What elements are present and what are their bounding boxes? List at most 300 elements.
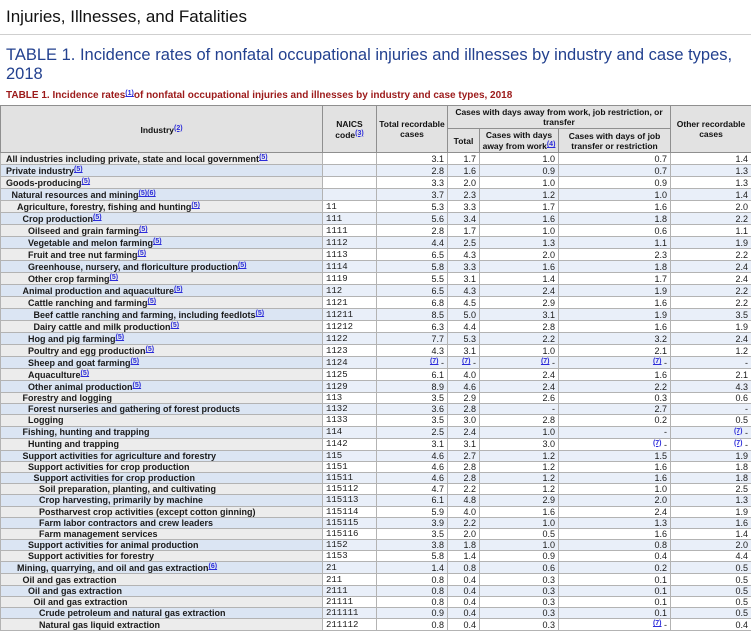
industry-name-cell — [1, 438, 323, 450]
table-caption-prefix: TABLE 1. Incidence rates — [6, 90, 125, 101]
rate-value-cell: 1.0 — [480, 540, 559, 551]
rate-value-cell: 1.3 — [480, 237, 559, 249]
rate-value-cell: 1.7 — [559, 273, 671, 285]
rate-value-cell: 3.2 — [559, 333, 671, 345]
rate-value-cell: 0.4 — [671, 619, 751, 631]
rate-value-cell: 2.5 — [448, 237, 480, 249]
rate-value-cell: 2.4 — [480, 285, 559, 297]
footnote-2-link[interactable]: (2) — [174, 125, 183, 132]
rate-value-cell: 1.4 — [480, 273, 559, 285]
rate-value-cell: 5.6 — [377, 213, 448, 225]
rate-value-cell: 1.6 — [480, 213, 559, 225]
rate-value-cell: 0.3 — [480, 596, 559, 607]
industry-label: All industries including private, state and local government — [6, 154, 259, 164]
table-row — [1, 369, 751, 381]
rate-value-cell: 0.4 — [448, 596, 480, 607]
rate-value-cell: 8.5 — [377, 309, 448, 321]
table-row — [1, 285, 751, 297]
footnote-link[interactable]: (5) — [256, 310, 265, 317]
rate-value-cell: 8.9 — [377, 381, 448, 393]
rate-value-cell: 4.0 — [448, 506, 480, 517]
table-row — [1, 426, 751, 438]
rate-value-cell: 4.6 — [448, 381, 480, 393]
rate-value-cell: 5.3 — [448, 333, 480, 345]
rate-value-cell: 0.4 — [559, 551, 671, 562]
footnote-link[interactable]: (5) — [146, 346, 155, 353]
naics-code-cell: 1121 — [323, 297, 377, 309]
industry-label: Sheep and goat farming — [28, 358, 131, 368]
rate-value-cell: 2.9 — [480, 297, 559, 309]
industry-name-cell — [1, 585, 323, 596]
industry-name-cell — [1, 333, 323, 345]
rate-value-cell: 1.0 — [480, 225, 559, 237]
rate-value-cell: 0.7 — [559, 153, 671, 165]
rate-value-cell: 1.8 — [671, 461, 751, 472]
rate-value-cell: 0.5 — [671, 608, 751, 619]
rate-value-cell: 2.8 — [480, 321, 559, 333]
rate-value-cell: 2.2 — [480, 333, 559, 345]
table-row — [1, 213, 751, 225]
industry-label: Forestry and logging — [23, 393, 113, 403]
industry-label: Oil and gas extraction — [34, 597, 128, 607]
rate-value-cell: 0.8 — [377, 585, 448, 596]
rate-value-cell: 2.0 — [671, 540, 751, 551]
rate-value-cell: 4.3 — [377, 345, 448, 357]
industry-label: Farm labor contractors and crew leaders — [39, 518, 213, 528]
table-row — [1, 404, 751, 415]
rate-value-cell: 4.4 — [448, 321, 480, 333]
rate-value-cell: 4.4 — [377, 237, 448, 249]
rate-value-cell: $^{(7)}$ - — [671, 438, 751, 450]
industry-label: Oilseed and grain farming — [28, 226, 139, 236]
industry-name-cell — [1, 381, 323, 393]
table-row — [1, 540, 751, 551]
naics-code-cell: 211111 — [323, 608, 377, 619]
rate-value-cell: 2.6 — [480, 393, 559, 404]
rate-value-cell: 5.3 — [377, 201, 448, 213]
industry-label: Hunting and trapping — [28, 439, 119, 449]
footnote-link[interactable]: (5) — [238, 262, 247, 269]
industry-name-cell — [1, 551, 323, 562]
naics-code-cell: 1133 — [323, 415, 377, 426]
table-row — [1, 261, 751, 273]
rate-value-cell: 0.8 — [377, 619, 448, 631]
table-row — [1, 225, 751, 237]
table-row — [1, 393, 751, 404]
naics-code-cell: 1114 — [323, 261, 377, 273]
rate-value-cell: 1.8 — [559, 213, 671, 225]
rate-value-cell: 1.0 — [480, 517, 559, 528]
industry-label: Natural resources and mining — [12, 190, 139, 200]
rate-value-cell: 2.2 — [671, 297, 751, 309]
table-row — [1, 472, 751, 483]
naics-code-cell: 115 — [323, 450, 377, 461]
footnote-link[interactable]: (7) — [653, 620, 662, 627]
rate-value-cell: 1.6 — [480, 261, 559, 273]
rate-value-cell: 1.6 — [448, 165, 480, 177]
industry-label: Beef cattle ranching and farming, including feedlots — [34, 310, 256, 320]
rate-value-cell: 0.1 — [559, 608, 671, 619]
industry-name-cell — [1, 596, 323, 607]
naics-code-cell: 1151 — [323, 461, 377, 472]
rate-value-cell: - — [671, 404, 751, 415]
footnote-link[interactable]: (7) — [653, 358, 662, 365]
rate-value-cell: 3.5 — [671, 309, 751, 321]
rate-value-cell: 6.8 — [377, 297, 448, 309]
industry-label: Logging — [28, 415, 64, 425]
table-title: TABLE 1. Incidence rates of nonfatal occupational injuries and illnesses by industry and case types, 2018 — [6, 46, 751, 84]
footnote-link[interactable]: (5) — [110, 274, 119, 281]
naics-code-cell: 1122 — [323, 333, 377, 345]
footnote-link[interactable]: (5) — [171, 322, 180, 329]
rate-value-cell: 1.3 — [671, 495, 751, 506]
industry-name-cell — [1, 273, 323, 285]
table-row — [1, 450, 751, 461]
rate-value-cell: 1.2 — [480, 461, 559, 472]
industry-label: Animal production and aquaculture — [23, 286, 175, 296]
table-row — [1, 309, 751, 321]
rate-value-cell: 1.2 — [480, 472, 559, 483]
footnote-link[interactable]: (7) — [462, 358, 471, 365]
rate-value-cell: 2.1 — [671, 369, 751, 381]
naics-code-cell: 1123 — [323, 345, 377, 357]
rate-value-cell: 0.6 — [559, 225, 671, 237]
footnote-link[interactable]: (7) — [734, 440, 743, 447]
rate-value-cell: 2.0 — [559, 495, 671, 506]
rate-value-cell: 0.4 — [448, 619, 480, 631]
industry-label: Support activities for crop production — [28, 462, 190, 472]
rate-value-cell: 3.5 — [377, 415, 448, 426]
page — [0, 7, 751, 631]
naics-code-cell: 115116 — [323, 528, 377, 539]
table-row — [1, 189, 751, 201]
rate-value-cell: 6.5 — [377, 249, 448, 261]
industry-name-cell — [1, 562, 323, 574]
rate-value-cell: 6.3 — [377, 321, 448, 333]
col-header-days-away: Cases with days away from work$^{(4)}$ — [480, 129, 559, 153]
naics-code-cell: 1142 — [323, 438, 377, 450]
rate-value-cell: 0.1 — [559, 596, 671, 607]
table-row — [1, 357, 751, 369]
table-row — [1, 608, 751, 619]
industry-name-cell — [1, 213, 323, 225]
naics-code-cell: 211112 — [323, 619, 377, 631]
rate-value-cell: 3.9 — [377, 517, 448, 528]
naics-code-cell: 11511 — [323, 472, 377, 483]
rate-value-cell: 0.5 — [671, 562, 751, 574]
rate-value-cell: 1.6 — [559, 369, 671, 381]
table-row — [1, 237, 751, 249]
footnote-link[interactable]: (5) — [148, 298, 157, 305]
rate-value-cell: 0.1 — [559, 574, 671, 585]
industry-label: Other animal production — [28, 382, 133, 392]
rate-value-cell: 1.4 — [448, 551, 480, 562]
rate-value-cell: 3.6 — [377, 404, 448, 415]
rate-value-cell: 4.6 — [377, 472, 448, 483]
footnote-3-link[interactable]: (3) — [355, 130, 364, 137]
rate-value-cell: 6.5 — [377, 285, 448, 297]
rate-value-cell: 6.1 — [377, 369, 448, 381]
rate-value-cell: 0.8 — [377, 596, 448, 607]
naics-code-cell — [323, 153, 377, 165]
industry-label: Support activities for animal production — [28, 540, 199, 550]
col-header-other-recordable: Other recordable cases — [671, 106, 751, 153]
footnote-link[interactable]: (7) — [541, 358, 550, 365]
rate-value-cell: 1.0 — [559, 189, 671, 201]
industry-name-cell — [1, 321, 323, 333]
rate-value-cell: $^{(7)}$ - — [480, 357, 559, 369]
industry-label: Support activities for agriculture and forestry — [23, 451, 217, 461]
rate-value-cell: 0.9 — [377, 608, 448, 619]
col-header-total-recordable: Total recordable cases — [377, 106, 448, 153]
naics-code-cell: 1119 — [323, 273, 377, 285]
table-row — [1, 438, 751, 450]
table-row — [1, 345, 751, 357]
rate-value-cell: 1.6 — [559, 297, 671, 309]
industry-name-cell — [1, 177, 323, 189]
rate-value-cell: $^{(7)}$ - — [448, 357, 480, 369]
rate-value-cell: 1.7 — [480, 201, 559, 213]
footnote-link[interactable]: (7) — [653, 440, 662, 447]
rate-value-cell: 2.4 — [480, 381, 559, 393]
industry-name-cell — [1, 450, 323, 461]
rate-value-cell: 2.5 — [671, 484, 751, 495]
table-row — [1, 596, 751, 607]
footnote-link[interactable]: (5) — [82, 178, 91, 185]
footnote-link[interactable]: (5) — [138, 250, 147, 257]
naics-code-cell: 2111 — [323, 585, 377, 596]
naics-code-cell: 21 — [323, 562, 377, 574]
naics-code-cell: 1125 — [323, 369, 377, 381]
rate-value-cell: 2.0 — [448, 177, 480, 189]
rate-value-cell: 1.3 — [671, 165, 751, 177]
table-body — [1, 153, 751, 631]
rate-value-cell: 0.7 — [559, 165, 671, 177]
table-row — [1, 495, 751, 506]
rate-value-cell: 0.9 — [559, 177, 671, 189]
naics-code-cell: 21111 — [323, 596, 377, 607]
table-row — [1, 165, 751, 177]
rate-value-cell: 1.7 — [448, 153, 480, 165]
rate-value-cell: 1.0 — [480, 345, 559, 357]
rate-value-cell: 1.9 — [671, 450, 751, 461]
industry-name-cell — [1, 297, 323, 309]
industry-name-cell — [1, 345, 323, 357]
rate-value-cell: 1.9 — [671, 237, 751, 249]
rate-value-cell: 1.9 — [559, 309, 671, 321]
footnote-link[interactable]: (5) — [93, 214, 102, 221]
industry-label: Forest nurseries and gathering of forest products — [28, 404, 240, 414]
rate-value-cell: 1.2 — [480, 189, 559, 201]
table-row — [1, 249, 751, 261]
industry-label: Oil and gas extraction — [28, 586, 122, 596]
rate-value-cell: 3.1 — [448, 273, 480, 285]
rate-value-cell: 3.1 — [480, 309, 559, 321]
rate-value-cell: 0.2 — [559, 562, 671, 574]
footnote-link[interactable]: (5) — [139, 190, 148, 197]
rate-value-cell: 0.5 — [671, 596, 751, 607]
rate-value-cell: 3.3 — [377, 177, 448, 189]
footnote-link[interactable]: (5) — [259, 154, 268, 161]
rate-value-cell: 0.9 — [480, 551, 559, 562]
divider — [0, 34, 751, 35]
rate-value-cell: 1.2 — [480, 450, 559, 461]
footnote-4-link[interactable]: (4) — [547, 141, 556, 148]
rate-value-cell: 3.7 — [377, 189, 448, 201]
rate-value-cell: 1.6 — [559, 528, 671, 539]
col-header-naics-code: NAICS code$^{(3)}$ — [323, 106, 377, 153]
rate-value-cell: 1.8 — [448, 540, 480, 551]
rate-value-cell: 3.1 — [448, 345, 480, 357]
rate-value-cell: 0.6 — [671, 393, 751, 404]
rate-value-cell: $^{(7)}$ - — [559, 619, 671, 631]
naics-code-cell: 11211 — [323, 309, 377, 321]
rate-value-cell: 0.8 — [559, 540, 671, 551]
rate-value-cell: 0.5 — [671, 415, 751, 426]
rate-value-cell: 1.1 — [559, 237, 671, 249]
rate-value-cell: 2.0 — [671, 201, 751, 213]
rate-value-cell: 1.1 — [671, 225, 751, 237]
naics-code-cell: 115114 — [323, 506, 377, 517]
table-header — [1, 106, 751, 153]
footnote-link[interactable]: (5) — [131, 358, 140, 365]
rate-value-cell: 0.2 — [559, 415, 671, 426]
rate-value-cell: 4.3 — [448, 285, 480, 297]
table-row — [1, 201, 751, 213]
rate-value-cell: 2.2 — [671, 213, 751, 225]
rate-value-cell: 1.0 — [480, 153, 559, 165]
rate-value-cell: 2.2 — [671, 249, 751, 261]
footnote-link[interactable]: (5) — [174, 286, 183, 293]
footnote-link[interactable]: (5) — [133, 382, 142, 389]
table-row — [1, 461, 751, 472]
naics-code-cell: 115115 — [323, 517, 377, 528]
rate-value-cell: - — [480, 404, 559, 415]
footnote-link[interactable]: (5) — [81, 370, 90, 377]
table-row — [1, 574, 751, 585]
rate-value-cell: 1.6 — [559, 472, 671, 483]
rate-value-cell: $^{(7)}$ - — [559, 357, 671, 369]
rate-value-cell: 1.0 — [480, 426, 559, 438]
rate-value-cell: 3.1 — [377, 153, 448, 165]
rate-value-cell: 4.8 — [448, 495, 480, 506]
rate-value-cell: 2.3 — [448, 189, 480, 201]
table-row — [1, 517, 751, 528]
rate-value-cell: 2.8 — [377, 225, 448, 237]
industry-name-cell — [1, 528, 323, 539]
naics-code-cell: 211 — [323, 574, 377, 585]
naics-code-cell: 1124 — [323, 357, 377, 369]
footnote-link[interactable]: (6) — [147, 190, 156, 197]
rate-value-cell: 5.9 — [377, 506, 448, 517]
rate-value-cell: 2.4 — [559, 506, 671, 517]
rate-value-cell: 3.8 — [377, 540, 448, 551]
rate-value-cell: 2.4 — [480, 369, 559, 381]
rate-value-cell: 2.4 — [671, 333, 751, 345]
rate-value-cell: 0.3 — [480, 608, 559, 619]
industry-name-cell — [1, 309, 323, 321]
naics-code-cell: 11212 — [323, 321, 377, 333]
footnote-link[interactable]: (5) — [153, 238, 162, 245]
table-caption-suffix: of nonfatal occupational injuries and illnesses by industry and case types, 2018 — [134, 90, 512, 101]
rate-value-cell: 2.2 — [559, 381, 671, 393]
rate-value-cell: 0.4 — [448, 585, 480, 596]
industry-label: Fruit and tree nut farming — [28, 250, 138, 260]
industry-name-cell — [1, 225, 323, 237]
rate-value-cell: 7.7 — [377, 333, 448, 345]
rate-value-cell: 3.1 — [448, 438, 480, 450]
table-row — [1, 506, 751, 517]
rate-value-cell: 5.8 — [377, 261, 448, 273]
footnote-link[interactable]: (5) — [116, 334, 125, 341]
naics-code-cell: 113 — [323, 393, 377, 404]
rate-value-cell: 1.5 — [559, 450, 671, 461]
industry-name-cell — [1, 153, 323, 165]
industry-name-cell — [1, 369, 323, 381]
industry-name-cell — [1, 540, 323, 551]
industry-label: Soil preparation, planting, and cultivating — [39, 484, 216, 494]
industry-name-cell — [1, 201, 323, 213]
industry-name-cell — [1, 404, 323, 415]
footnote-link[interactable]: (7) — [430, 358, 439, 365]
footnote-link[interactable]: (5) — [191, 202, 200, 209]
footnote-link[interactable]: (7) — [734, 428, 743, 435]
industry-label: Agriculture, forestry, fishing and hunting — [17, 202, 191, 212]
naics-code-cell: 1129 — [323, 381, 377, 393]
rate-value-cell: 5.5 — [377, 273, 448, 285]
rate-value-cell: 1.4 — [671, 528, 751, 539]
table-row — [1, 619, 751, 631]
rate-value-cell: 0.8 — [448, 562, 480, 574]
rate-value-cell: 3.3 — [448, 201, 480, 213]
col-group-header-dart: Cases with days away from work, job restriction, or transfer — [448, 106, 671, 129]
rate-value-cell: 0.8 — [377, 574, 448, 585]
rate-value-cell: - — [559, 426, 671, 438]
naics-code-cell: 111 — [323, 213, 377, 225]
rate-value-cell: 2.8 — [377, 165, 448, 177]
industry-label: Other crop farming — [28, 274, 110, 284]
rate-value-cell: 3.4 — [448, 213, 480, 225]
rate-value-cell: 1.2 — [480, 484, 559, 495]
rate-value-cell: 1.6 — [559, 201, 671, 213]
footnote-link[interactable]: (6) — [209, 563, 218, 570]
footnote-link[interactable]: (5) — [139, 226, 148, 233]
rate-value-cell: 1.3 — [559, 517, 671, 528]
rate-value-cell: 5.8 — [377, 551, 448, 562]
rate-value-cell: 2.0 — [448, 528, 480, 539]
rate-value-cell: 1.6 — [559, 321, 671, 333]
rate-value-cell: 2.0 — [480, 249, 559, 261]
industry-label: Greenhouse, nursery, and floriculture production — [28, 262, 238, 272]
rate-value-cell: 4.6 — [377, 450, 448, 461]
rate-value-cell: 0.3 — [480, 619, 559, 631]
industry-name-cell — [1, 619, 323, 631]
naics-code-cell: 11 — [323, 201, 377, 213]
table-caption — [6, 90, 751, 101]
table-row — [1, 333, 751, 345]
footnote-link[interactable]: (5) — [74, 166, 83, 173]
industry-name-cell — [1, 495, 323, 506]
industry-name-cell — [1, 165, 323, 177]
rate-value-cell: 1.6 — [480, 506, 559, 517]
industry-label: Cattle ranching and farming — [28, 298, 148, 308]
industry-label: Crop production — [23, 214, 94, 224]
rate-value-cell: 1.0 — [480, 177, 559, 189]
rate-value-cell: 2.8 — [448, 461, 480, 472]
naics-code-cell: 114 — [323, 426, 377, 438]
rate-value-cell: 2.4 — [671, 261, 751, 273]
footnote-1-link[interactable]: (1) — [125, 90, 134, 97]
